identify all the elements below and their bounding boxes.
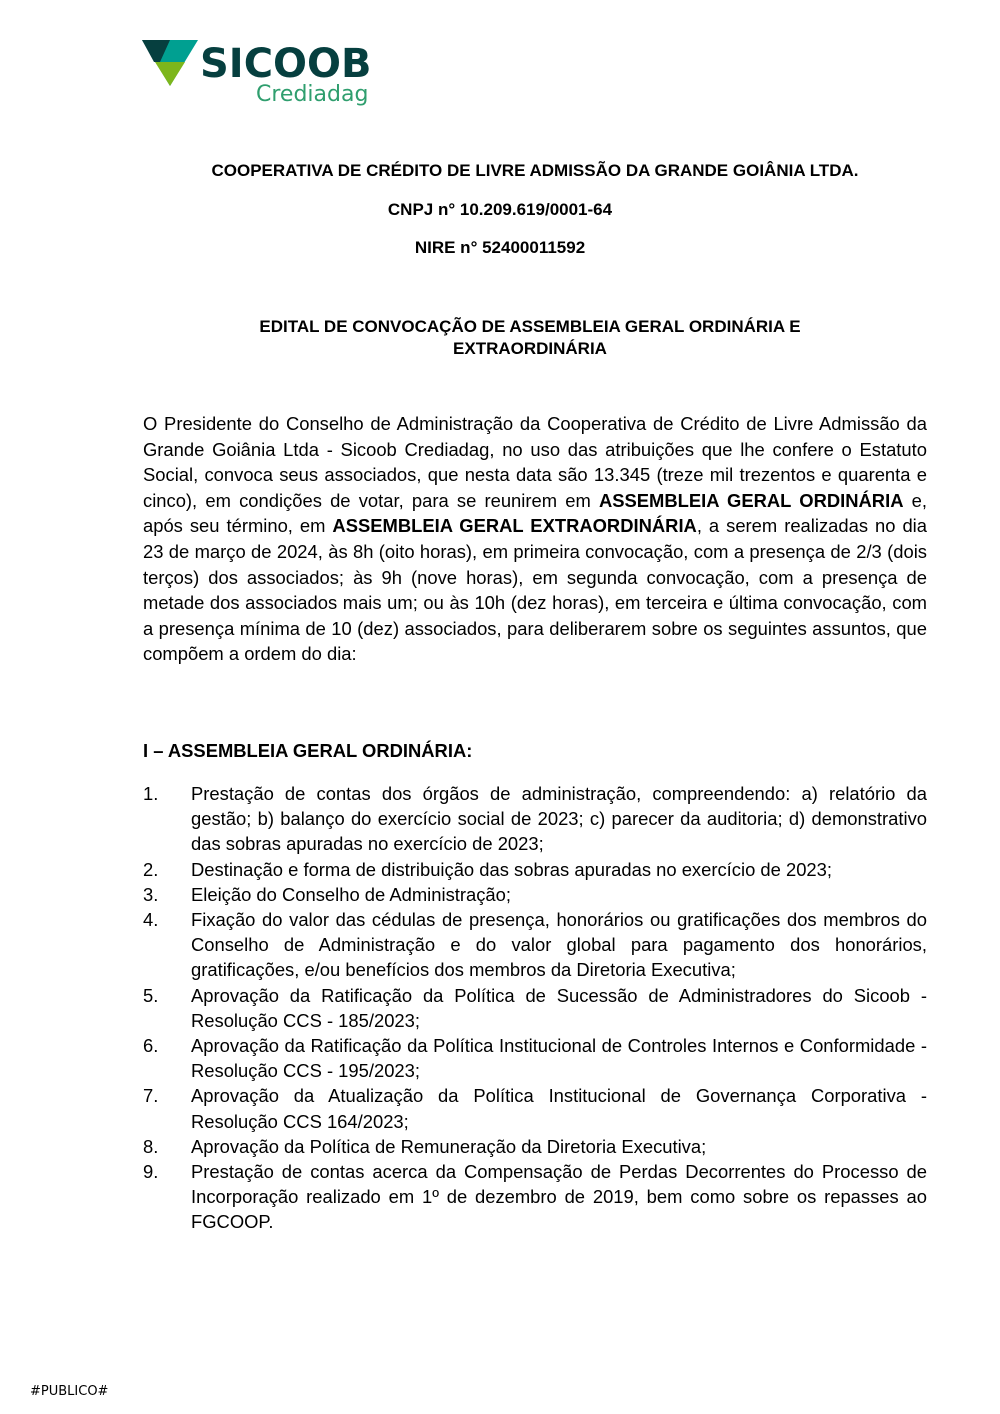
item-text: Aprovação da Política de Remuneração da Diretoria Executiva; xyxy=(191,1135,707,1157)
nire-line: NIRE n° 52400011592 xyxy=(414,238,586,257)
item-number: 2. xyxy=(143,858,159,880)
list-item xyxy=(143,1159,927,1235)
item-number: 4. xyxy=(143,909,159,931)
list-item xyxy=(143,983,927,1033)
sicoob-logo xyxy=(140,36,380,112)
item-number: 1. xyxy=(143,783,159,804)
item-text: Aprovação da Ratificação da Política Institucional de Controles Internos e Conformidade - Resolução CCS - 195/2023; xyxy=(191,1035,927,1082)
item-number: 9. xyxy=(143,1161,159,1183)
list-item xyxy=(143,1033,927,1083)
item-number: 3. xyxy=(143,883,159,905)
item-number: 7. xyxy=(143,1085,159,1107)
classification-tag: #PUBLICO# xyxy=(30,1384,109,1399)
item-number: 8. xyxy=(143,1135,159,1157)
edital-title: EDITAL DE CONVOCAÇÃO DE ASSEMBLEIA GERAL ORDINÁRIA E EXTRAORDINÁRIA xyxy=(259,317,801,358)
item-text: Prestação de contas acerca da Compensação de Perdas Decorrentes do Processo de Incorporação realizado em 1º de dezembro de 2019, bem como sobre os repasses ao FGCOOP. xyxy=(191,1161,927,1233)
list-item xyxy=(143,882,927,907)
list-item xyxy=(143,857,927,882)
item-text: Aprovação da Atualização da Política Institucional de Governança Corporativa - Resolução CCS 164/2023; xyxy=(191,1085,927,1132)
item-number: 6. xyxy=(143,1035,159,1057)
list-item xyxy=(143,907,927,983)
item-text: Destinação e forma de distribuição das sobras apuradas no exercício de 2023; xyxy=(191,858,832,880)
intro-bold-extraordinaria: ASSEMBLEIA GERAL EXTRAORDINÁRIA xyxy=(332,515,697,537)
intro-text-1: O Presidente do Conselho de Administração da Cooperativa de Crédito de Livre Admissão da Grande Goiânia Ltda - Sicoob Crediadag, no uso das atribuições que lhe confere o Estatuto Social, convoca seus associados, que nesta data são 13.345 (treze mil trezentos e quarenta e cinco), em condições de votar, para se reunirem em xyxy=(143,413,927,511)
intro-text-3: , a serem realizadas no dia 23 de março de 2024, às 8h (oito horas), em primeira convocação, com a presença de 2/3 (dois terços) dos associados; às 9h (nove horas), em segunda convocação, com a presença de metade dos associados mais um; ou às 10h (dez horas), em terceira e última convocação, com a presença mínima de 10 (dez) associados, para deliberarem sobre os seguintes assuntos, que compõem a ordem do dia: xyxy=(143,515,927,665)
list-item xyxy=(143,1134,927,1159)
item-text: Prestação de contas dos órgãos de administração, compreendendo: a) relatório da gestão; b) balanço do exercício social de 2023; c) parecer da auditoria; d) demonstrativo das sobras apuradas no exercício de 2023; xyxy=(191,783,927,855)
sicoob-logo-icon xyxy=(140,36,200,88)
item-number: 5. xyxy=(143,984,159,1006)
list-item xyxy=(143,781,927,857)
intro-bold-ordinaria: ASSEMBLEIA GERAL ORDINÁRIA xyxy=(598,489,904,511)
item-text: Eleição do Conselho de Administração; xyxy=(191,883,511,905)
intro-text-2: e, após seu término, em xyxy=(143,489,928,537)
agenda-list xyxy=(143,781,927,1235)
logo-brand-name: SICOOB xyxy=(200,41,372,87)
cooperative-name: COOPERATIVA DE CRÉDITO DE LIVRE ADMISSÃO DA GRANDE GOIÂNIA LTDA. xyxy=(211,161,859,180)
list-item xyxy=(143,1083,927,1133)
section-title-ordinaria: I – ASSEMBLEIA GERAL ORDINÁRIA: xyxy=(143,740,473,761)
intro-paragraph xyxy=(143,411,927,667)
cnpj-line: CNPJ n° 10.209.619/0001-64 xyxy=(387,200,613,219)
item-text: Fixação do valor das cédulas de presença, honorários ou gratificações dos membros do Conselho de Administração e do valor global para pagamento dos honorários, gratificações, e/ou benefícios dos membros da Diretoria Executiva; xyxy=(191,909,927,981)
logo-subtitle: Crediadag xyxy=(256,82,369,107)
item-text: Aprovação da Ratificação da Política de Sucessão de Administradores do Sicoob - Resolução CCS - 185/2023; xyxy=(191,984,927,1031)
